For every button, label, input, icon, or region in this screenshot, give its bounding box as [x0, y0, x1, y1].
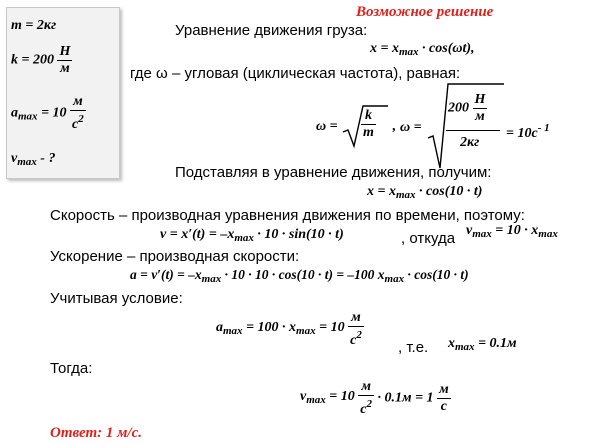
text-te: , т.е.	[398, 339, 429, 356]
text-omega-def: где ω – угловая (циклическая частота), равная:	[130, 65, 461, 82]
formula-amax: $a_{max} = 100 \cdot x_{max} = 10$ $\frac{м}{c^2}$	[216, 310, 362, 348]
given-stiffness: k = 200 $\frac{Н}{м}$	[11, 44, 71, 76]
text-then: Тогда:	[50, 360, 93, 377]
formula-vmax: $v_{max} = 10 \cdot x_{max}$	[466, 223, 558, 240]
formula-motion-numeric: $x = x_{max} \cdot \cos(10 \cdot t)$	[367, 184, 483, 201]
given-box	[6, 7, 120, 179]
text-motion-equation: Уравнение движения груза:	[175, 22, 368, 39]
given-mass: m = 2кг	[11, 18, 57, 33]
formula-vmax-result: $v_{max} = 10$ $\frac{м}{c^2}$ · 0.1м = 1 $\frac{м}{c}$	[300, 379, 449, 417]
formula-acceleration: $a = v'(t) = -x_{max} \cdot 10 \cdot 10 \cdot \cos(10 \cdot t) = -100$ $x_{max} \cdot \cos(10 \cdot t)$	[130, 267, 469, 285]
page-title: Возможное решение	[356, 4, 494, 20]
formula-motion: $x = x_{max} \cdot \cos(\omega t)$,	[370, 41, 475, 58]
formula-omega-sqrt: ω = $\frac{k}{m}$ ,	[316, 104, 396, 150]
answer: Ответ: 1 м/с.	[50, 425, 142, 441]
text-velocity: Скорость – производная уравнения движения по времени, поэтому:	[50, 207, 525, 224]
text-condition: Учитывая условие:	[50, 290, 183, 307]
omega-fraction-line	[446, 130, 500, 131]
text-substitute: Подставляя в уравнение движения, получим:	[175, 164, 492, 181]
text-acceleration: Ускорение – производная скорости:	[50, 248, 300, 265]
text-otkuda: , откуда	[401, 230, 456, 247]
given-unknown-velocity: $v_{max}$ - ?	[11, 151, 56, 168]
formula-velocity: $v = x'(t) = -x_{max} \cdot 10 \cdot \sin(10 \cdot t)$	[160, 227, 344, 244]
omega-numerator: 200 $\frac{Н}{м}$	[448, 92, 486, 124]
formula-xmax: $x_{max} = 0.1м$	[448, 336, 517, 353]
given-acceleration: $a_{max} = 10$ $\frac{м}{c^2}$	[11, 94, 84, 132]
